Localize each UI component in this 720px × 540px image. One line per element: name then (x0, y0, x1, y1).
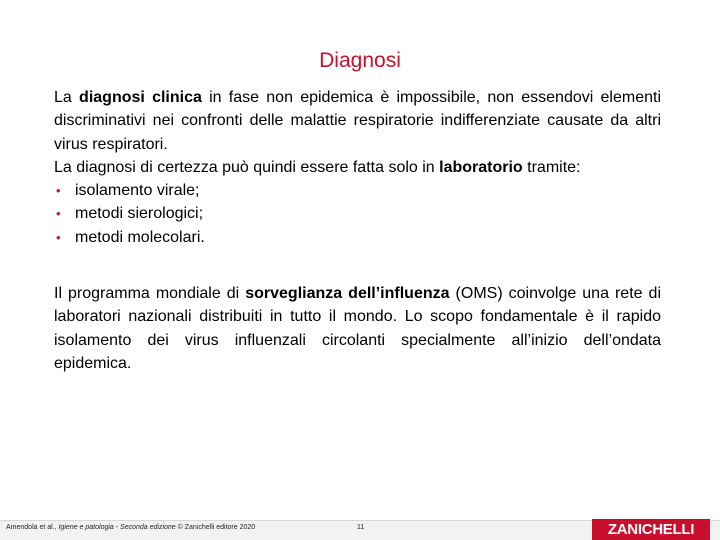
bullet-icon: • (56, 206, 61, 222)
citation-publisher: © Zanichelli editore 2020 (175, 524, 256, 531)
publisher-logo: ZANICHELLI (592, 519, 710, 540)
paragraph-text: La diagnosi di certezza può quindi essere fatta solo in (54, 158, 440, 176)
page-number: 11 (357, 524, 365, 531)
list-item-text: isolamento virale; (75, 182, 200, 200)
slide-body-bottom (54, 282, 661, 375)
list-item (54, 179, 661, 202)
paragraph-text: tramite: (522, 158, 581, 176)
list-item (54, 226, 661, 249)
paragraph-laboratory-diagnosis (54, 156, 661, 179)
methods-list (54, 179, 661, 249)
bullet-icon: • (56, 183, 61, 199)
emphasis-text: sorveglianza dell’influenza (245, 285, 450, 302)
emphasis-text: diagnosi clinica (79, 89, 202, 106)
list-item (54, 202, 661, 225)
paragraph-clinical-diagnosis (54, 86, 661, 156)
list-item-text: metodi sierologici; (75, 205, 204, 223)
footer-citation (6, 524, 255, 531)
citation-authors: Amendola et al., (6, 524, 59, 531)
paragraph-text: in fase non epidemica è impossibile, non essendovi elementi discriminativi nei confronti delle malattie respiratorie indifferenziate causate da altri virus respiratori. (54, 89, 662, 153)
paragraph-surveillance (54, 282, 661, 375)
paragraph-text: (OMS) coinvolge una rete di laboratori nazionali distribuiti in tutto il mondo. Lo scopo fondamentale è il rapido isolamento dei virus influenzali circolanti specialmente all’inizio dell’ondata epidemica. (54, 285, 662, 372)
bullet-icon: • (56, 229, 61, 245)
citation-book-title: Igiene e patologia - Seconda edizione (58, 524, 176, 531)
list-item-text: metodi molecolari. (75, 228, 205, 246)
emphasis-text: laboratorio (439, 158, 523, 176)
paragraph-text: Il programma mondiale di (54, 285, 246, 302)
slide-body-top (54, 86, 661, 249)
paragraph-text: La (54, 89, 80, 106)
slide-title: Diagnosi (319, 49, 401, 72)
